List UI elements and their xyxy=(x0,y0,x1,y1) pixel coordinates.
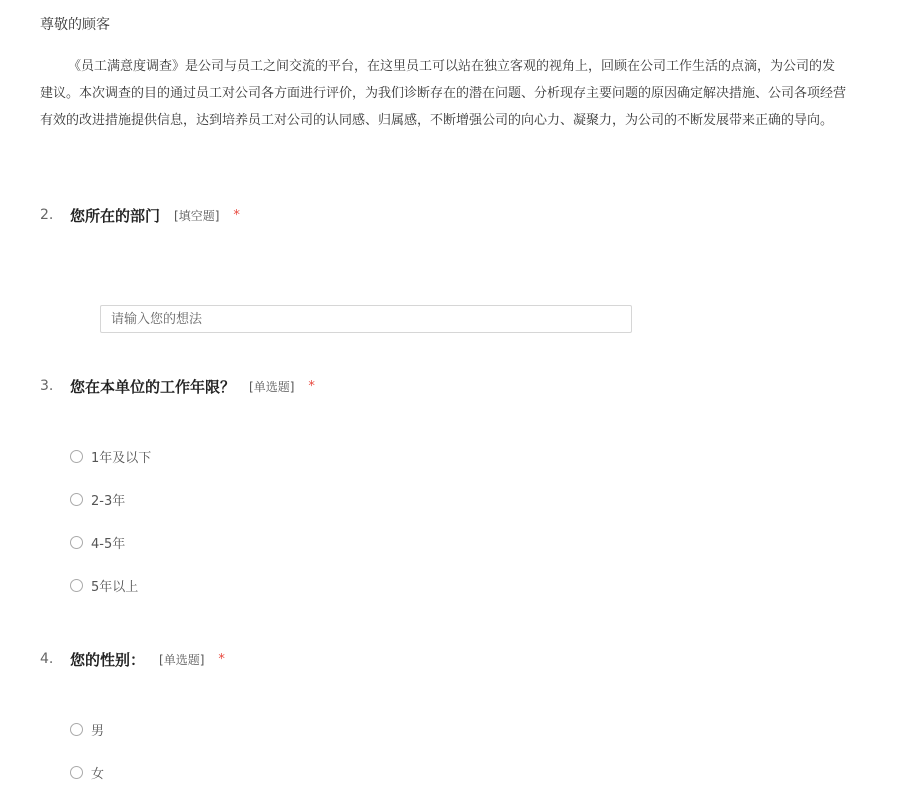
question-header-gender xyxy=(40,649,225,669)
radio-button[interactable] xyxy=(70,723,83,736)
option-label: 5年以上 xyxy=(91,579,139,595)
option-work-years-1[interactable] xyxy=(70,446,151,466)
question-number: 4. xyxy=(40,651,54,667)
question-header-department xyxy=(40,205,240,225)
radio-button[interactable] xyxy=(70,450,83,463)
option-label: 1年及以下 xyxy=(91,450,152,466)
department-input[interactable] xyxy=(100,305,632,333)
question-title: 您的性别： xyxy=(70,650,146,669)
question-title: 您在本单位的工作年限？ xyxy=(70,377,236,396)
option-label: 女 xyxy=(91,766,105,782)
radio-button[interactable] xyxy=(70,536,83,549)
option-label: 2-3年 xyxy=(91,493,126,509)
option-gender-male[interactable] xyxy=(70,719,104,739)
required-marker: * xyxy=(218,651,225,667)
required-marker: * xyxy=(233,207,240,223)
option-gender-female[interactable] xyxy=(70,762,104,782)
radio-button[interactable] xyxy=(70,493,83,506)
intro-paragraph xyxy=(40,53,900,134)
option-work-years-3[interactable] xyxy=(70,532,125,552)
question-number: 3. xyxy=(40,378,54,394)
intro-line: 有效的改进措施提供信息，达到培养员工对公司的认同感、归属感，不断增强公司的向心力、凝聚力，为公司的不断发展带来正确的导向。 xyxy=(40,113,834,128)
question-header-work-years xyxy=(40,376,315,396)
option-work-years-4[interactable] xyxy=(70,575,138,595)
intro-line: 《员工满意度调查》是公司与员工之间交流的平台，在这里员工可以站在独立客观的视角上，回顾在公司工作生活的点滴，为公司的发 xyxy=(68,59,836,74)
option-label: 4-5年 xyxy=(91,536,126,552)
greeting: 尊敬的顾客 xyxy=(40,17,110,33)
radio-button[interactable] xyxy=(70,766,83,779)
option-work-years-2[interactable] xyxy=(70,489,125,509)
option-label: 男 xyxy=(91,723,105,739)
question-type-tag: [单选题] xyxy=(159,652,205,667)
radio-button[interactable] xyxy=(70,579,83,592)
intro-line: 建议。本次调查的目的通过员工对公司各方面进行评价，为我们诊断存在的潜在问题、分析现存主要问题的原因确定解决措施、公司各项经营 xyxy=(40,86,847,101)
question-number: 2. xyxy=(40,207,54,223)
question-title: 您所在的部门 xyxy=(70,206,161,225)
question-type-tag: [填空题] xyxy=(174,208,220,223)
required-marker: * xyxy=(308,378,315,394)
question-type-tag: [单选题] xyxy=(249,379,295,394)
